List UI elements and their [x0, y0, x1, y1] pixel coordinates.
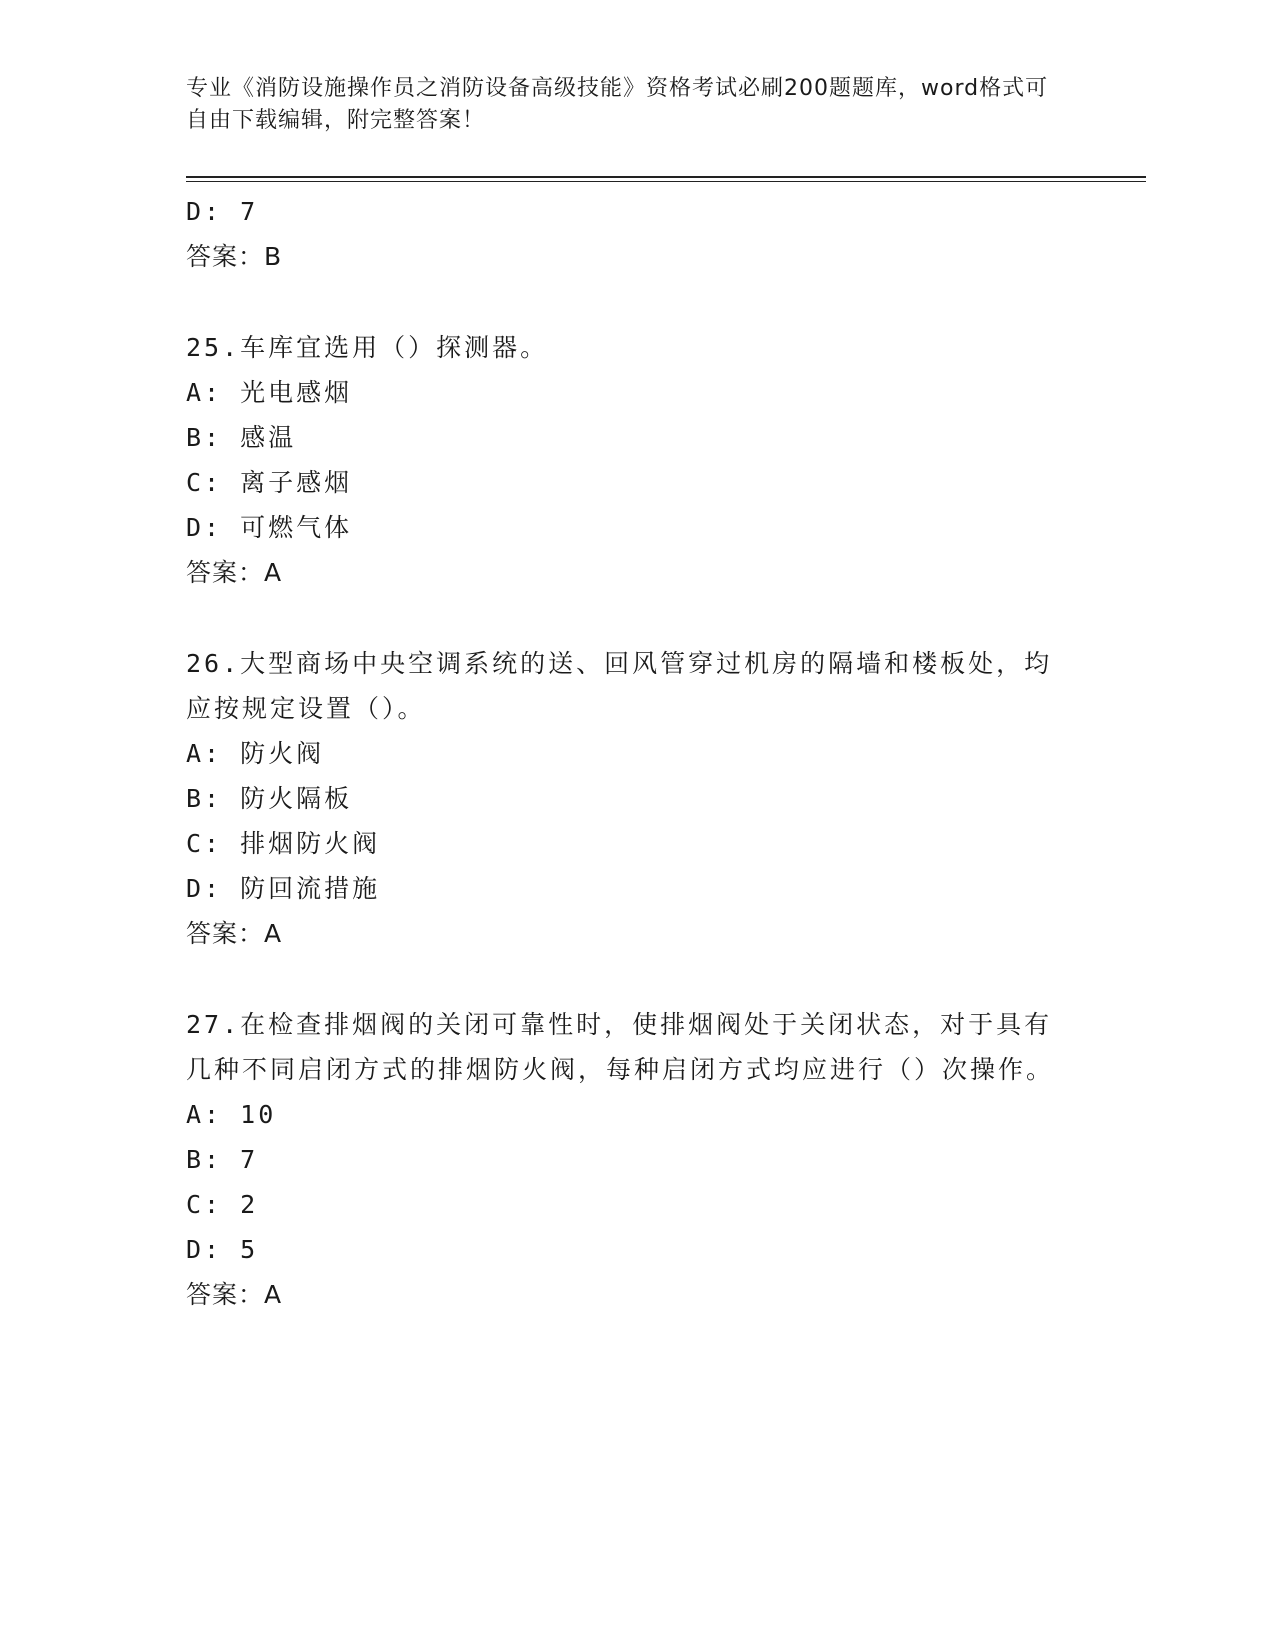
question-stem: 27.在检查排烟阀的关闭可靠性时，使排烟阀处于关闭状态，对于具有几种不同启闭方式的排烟防火阀，每种启闭方式均应进行（）次操作。 — [186, 1010, 1055, 1084]
question-stem: 26.大型商场中央空调系统的送、回风管穿过机房的隔墙和楼板处，均应按规定设置（）。 — [186, 649, 1053, 723]
question-answer: 答案：A — [186, 558, 283, 587]
header-divider-thick — [186, 176, 1146, 178]
spacer — [186, 956, 1066, 1002]
option-c: C: 2 — [186, 1190, 259, 1219]
option-a: A: 光电感烟 — [186, 378, 353, 407]
question-answer: 答案：A — [186, 1280, 283, 1309]
option-c: C: 离子感烟 — [186, 468, 353, 497]
question-stem: 25.车库宜选用（）探测器。 — [186, 333, 549, 362]
option-d: D: 防回流措施 — [186, 874, 381, 903]
option-a: A: 防火阀 — [186, 739, 325, 768]
option-d: D: 可燃气体 — [186, 513, 353, 542]
spacer — [186, 279, 1066, 325]
header-divider-thin — [186, 181, 1146, 182]
option-a: A: 10 — [186, 1100, 277, 1129]
option-c: C: 排烟防火阀 — [186, 829, 381, 858]
prev-answer: 答案：B — [186, 242, 283, 271]
question-25 — [186, 325, 1066, 595]
option-b: B: 防火隔板 — [186, 784, 353, 813]
spacer — [186, 595, 1066, 641]
document-header: 专业《消防设施操作员之消防设备高级技能》资格考试必刷200题题库，word格式可自由下载编辑，附完整答案！ — [186, 76, 1049, 133]
option-d: D: 5 — [186, 1235, 259, 1264]
prev-option-d: D: 7 — [186, 197, 259, 226]
question-list — [186, 189, 1066, 1317]
option-b: B: 感温 — [186, 423, 297, 452]
question-27 — [186, 1002, 1066, 1317]
option-b: B: 7 — [186, 1145, 259, 1174]
question-answer: 答案：A — [186, 919, 283, 948]
question-26 — [186, 641, 1066, 956]
